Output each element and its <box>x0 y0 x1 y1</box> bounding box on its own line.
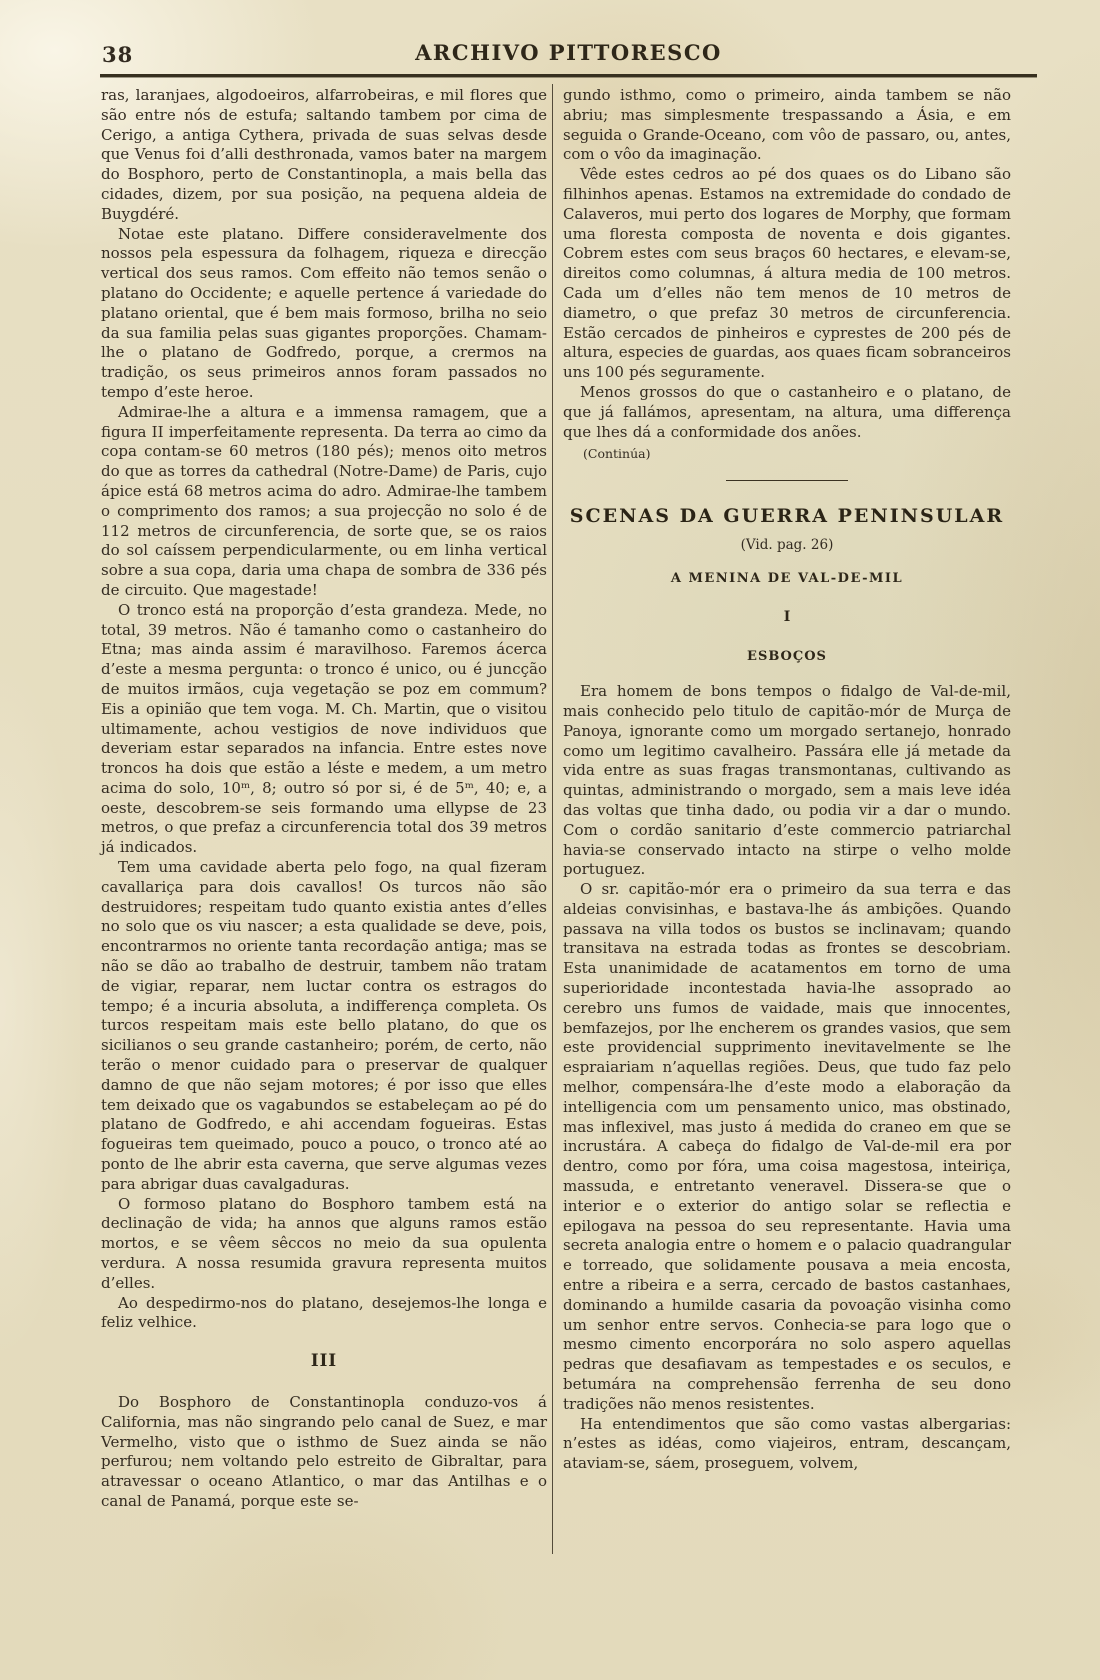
article-subtitle: A MENINA DE VAL-DE-MIL <box>670 570 904 586</box>
article-reference: (Vid. pag. 26) <box>740 536 834 553</box>
left-column <box>101 86 547 1512</box>
paragraph: Ha entendimentos que são como vastas albergarias: n’estes as idéas, como viajeiros, entram, descançam, ataviam-se, sáem, proseguem, volvem, <box>563 1414 1011 1473</box>
paragraph: O sr. capitão-mór era o primeiro da sua terra e das aldeias convisinhas, e bastava-lhe ás ambições. Quando passava na villa todos os bustos se inclinavam; quando transitava na estrada todas as frontes se descobriam. Esta unanimidade de acatamentos em torno de uma superioridade incontestada havia-lhe assoprado ao cerebro uns fumos de vaidade, mais que innocentes, bemfazejos, por lhe encherem os grandes vasios, que sem este providencial supprimento inevitavelmente se lhe espraiariam n’aquellas regiões. Deus, que tudo faz pelo melhor, compensára-lhe d’este modo a elaboração da intelligencia com um pensamento unico, mas obstinado, mas inflexivel, mas justo á medida do craneo em que se incrustára. A cabeça do fidalgo de Val-de-mil era por dentro, como por fóra, uma coisa magestosa, inteiriça, massuda, e entretanto veneravel. Dissera-se que o interior e o exterior do antigo solar se reflectia e epilogava na pessoa do seu representante. Havia uma secreta analogia entre o homem e o palacio quadrangular e torreado, que solidamente pousava a meia encosta, entre a ribeira e a serra, cercado de bastos castanhaes, dominando a humilde casaria da povoação visinha como um senhor entre servos. Conhecia-se para logo que o mesmo cimento encorporára no solo aspero aquellas pedras que desafiavam as tempestades e os seculos, e betumára na comprehensão ferrenha de seu dono tradições não menos resistentes. <box>563 880 1011 1413</box>
chapter-title: ESBOÇOS <box>747 649 827 665</box>
header-rule <box>100 74 1037 78</box>
paragraph: O tronco está na proporção d’esta grandeza. Mede, no total, 39 metros. Não é tamanho como o castanheiro do Etna; mas ainda assim é maravilhoso. Faremos ácerca d’este a mesma pergunta: o tronco é unico, ou é juncção de muitos irmãos, cuja vegetação se poz em commum? Eis a opinião que tem voga. M. Ch. Martin, que o visitou ultimamente, achou vestigios de nove individuos que deveriam estar separados na infancia. Entre estes nove troncos ha dois que estão a léste e medem, a um metro acima do solo, 10ᵐ, 8; outro só por si, é de 5ᵐ, 40; e, a oeste, descobrem-se seis formando uma ellypse de 23 metros, o que prefaz a circunferencia total dos 39 metros já indicados. <box>101 600 547 857</box>
section-number-heading: III <box>310 1351 338 1371</box>
paragraph: Do Bosphoro de Constantinopla conduzo-vos á California, mas não singrando pelo canal de Suez, e mar Vermelho, visto que o isthmo de Suez ainda se não perfurou; nem voltando pelo estreito de Gibraltar, para atravessar o oceano Atlantico, o mar das Antilhas e o canal de Panamá, porque este se- <box>101 1393 547 1510</box>
paragraph: Era homem de bons tempos o fidalgo de Val-de-mil, mais conhecido pelo titulo de capitão-mór de Murça de Panoya, ignorante como um morgado sertanejo, honrado como um legitimo cavalheiro. Passára elle já metade da vida entre as suas fragas transmontanas, cultivando as quintas, administrando o morgado, sem a mais leve idéa das voltas que tinha dado, ou podia vir a dar o mundo. Com o cordão sanitario d’este commercio patriarchal havia-se conservado intacto na stirpe o velho molde portuguez. <box>563 682 1011 879</box>
journal-title: ARCHIVO PITTORESCO <box>415 40 722 65</box>
column-divider <box>552 84 553 1554</box>
paragraph: Menos grossos do que o castanheiro e o platano, de que já fallámos, apresentam, na altura, uma differença que lhes dá a conformidade dos anões. <box>563 382 1011 441</box>
paragraph: O formoso platano do Bosphoro tambem está na declinação de vida; ha annos que alguns ramos estão mortos, e se vêem sêccos no meio da sua opulenta verdura. A nossa resumida gravura representa muitos d’elles. <box>101 1194 547 1292</box>
paragraph: Admirae-lhe a altura e a immensa ramagem, que a figura II imperfeitamente representa. Da terra ao cimo da copa contam-se 60 metros (180 pés); menos oito metros do que as torres da cathedral (Notre-Dame) de Paris, cujo ápice está 68 metros acima do adro. Admirae-lhe tambem o comprimento dos ramos; a sua projecção no solo é de 112 metros de circunferencia, de sorte que, se os raios do sol caíssem perpendicularmente, ou em linha vertical sobre a sua copa, daria uma chapa de sombra de 336 pés de circuito. Que magestade! <box>101 402 547 599</box>
continuation-note: (Continúa) <box>583 446 651 462</box>
page-number: 38 <box>102 42 134 67</box>
paragraph: Ao despedirmo-nos do platano, desejemos-lhe longa e feliz velhice. <box>101 1293 547 1332</box>
paragraph: gundo isthmo, como o primeiro, ainda tambem se não abriu; mas simplesmente trespassando a Ásia, e em seguida o Grande-Oceano, com vôo de passaro, ou, antes, com o vôo da imaginação. <box>563 86 1011 164</box>
paragraph: ras, laranjaes, algodoeiros, alfarrobeiras, e mil flores que são entre nós de estufa; saltando tambem por cima de Cerigo, a antiga Cythera, privada de suas selvas desde que Venus foi d’alli desthronada, vamos bater na margem do Bosphoro, perto de Constantinopla, a mais bella das cidades, dizem, por sua posição, na pequena aldeia de Buygdéré. <box>101 86 547 223</box>
right-column <box>563 86 1011 1474</box>
paragraph: Tem uma cavidade aberta pelo fogo, na qual fizeram cavallariça para dois cavallos! Os turcos não são destruidores; respeitam tudo quanto existia antes d’elles no solo que os viu nascer; a esta qualidade se deve, pois, encontrarmos no oriente tanta recordação antiga; mas se não se dão ao trabalho de destruir, tambem não tratam de vigiar, reparar, nem luctar contra os estragos do tempo; é a incuria absoluta, a indifferença completa. Os turcos respeitam mais este bello platano, do que os sicilianos o seu grande castanheiro; porém, de certo, não terão o menor cuidado para o preservar de qualquer damno de que não sejam motores; é por isso que elles tem deixado que os vagabundos se estabeleçam ao pé do platano de Godfredo, e ahi accendam fogueiras. Estas fogueiras tem queimado, pouco a pouco, o tronco até ao ponto de lhe abrir esta caverna, que serve algumas vezes para abrigar duas cavalgaduras. <box>101 858 547 1193</box>
chapter-number: I <box>783 608 791 625</box>
paragraph: Notae este platano. Differe consideravelmente dos nossos pela espessura da folhagem, riqueza e direcção vertical dos seus ramos. Com effeito não temos senão o platano do Occidente; e aquelle pertence á variedade do platano oriental, que é bem mais formoso, brilha no seio da sua familia pelas suas gigantes proporções. Chamam-lhe o platano de Godfredo, porque, a crermos na tradição, os seus primeiros annos foram passados no tempo d’este heroe. <box>101 224 547 401</box>
article-title: SCENAS DA GUERRA PENINSULAR <box>569 505 1005 528</box>
paragraph: Vêde estes cedros ao pé dos quaes os do Libano são filhinhos apenas. Estamos na extremidade do condado de Calaveros, mui perto dos logares de Morphy, que formam uma floresta composta de noventa e dois gigantes. Cobrem estes com seus braços 60 hectares, e elevam-se, direitos como columnas, á altura media de 100 metros. Cada um d’elles não tem menos de 10 metros de diametro, o que prefaz 30 metros de circunferencia. Estão cercados de pinheiros e cyprestes de 200 pés de altura, especies de guardas, aos quaes ficam sobranceiros uns 100 pés seguramente. <box>563 165 1011 382</box>
article-separator-rule <box>726 480 848 481</box>
